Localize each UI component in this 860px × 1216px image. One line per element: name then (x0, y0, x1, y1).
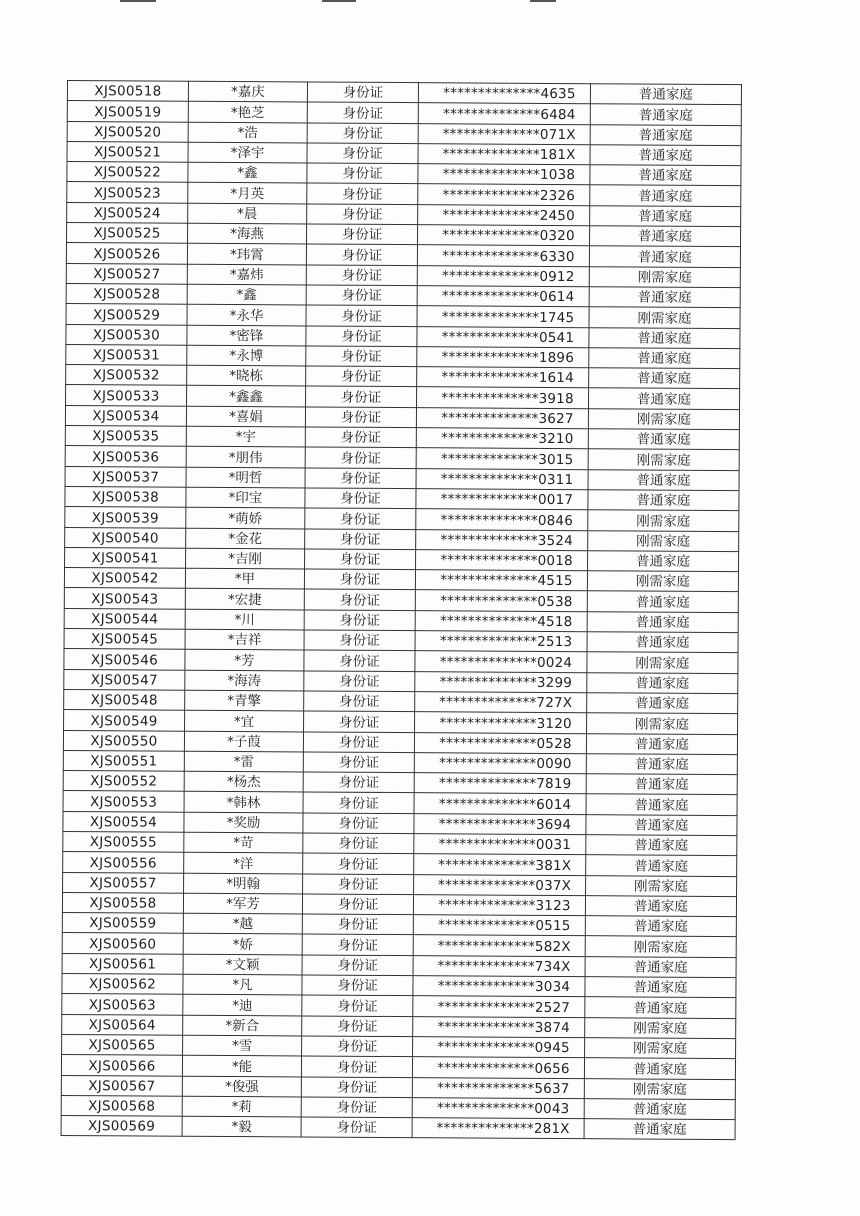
category-cell: 刚需家庭 (588, 530, 739, 551)
category-cell: 普通家庭 (590, 124, 741, 145)
category-cell: 刚需家庭 (584, 1078, 735, 1099)
id-type-cell: 身份证 (303, 731, 414, 752)
name-cell: *芳 (185, 650, 304, 671)
code-cell: XJS00549 (64, 710, 185, 731)
records-table-body (61, 81, 741, 1141)
id-type-cell: 身份证 (301, 1097, 412, 1118)
id-type-cell: 身份证 (303, 813, 414, 834)
id-number-cell: **************0320 (417, 225, 589, 246)
code-cell: XJS00541 (65, 547, 186, 568)
category-cell: 刚需家庭 (589, 307, 740, 328)
id-type-cell: 身份证 (303, 752, 414, 773)
id-type-cell: 身份证 (306, 326, 417, 347)
id-number-cell: **************0018 (416, 549, 588, 570)
name-cell: *萌娇 (186, 507, 305, 528)
code-cell: XJS00555 (63, 831, 184, 852)
id-number-cell: **************2527 (413, 996, 585, 1017)
category-cell: 普通家庭 (589, 348, 740, 369)
id-number-cell: **************3120 (415, 712, 587, 733)
name-cell: *子葭 (184, 731, 303, 752)
records-sheet (61, 80, 741, 1141)
id-number-cell: **************0656 (412, 1057, 584, 1078)
code-cell: XJS00526 (66, 243, 187, 264)
name-cell: *雪 (183, 1035, 302, 1056)
code-cell: XJS00554 (63, 811, 184, 832)
name-cell: *新合 (183, 1015, 302, 1036)
code-cell: XJS00527 (66, 263, 187, 284)
code-cell: XJS00522 (67, 162, 188, 183)
code-cell: XJS00553 (63, 791, 184, 812)
id-type-cell: 身份证 (303, 772, 414, 793)
code-cell: XJS00520 (67, 121, 188, 142)
id-number-cell: **************0945 (413, 1037, 585, 1058)
id-type-cell: 身份证 (302, 1016, 413, 1037)
id-number-cell: **************3918 (417, 387, 589, 408)
id-number-cell: **************4635 (418, 83, 590, 104)
id-number-cell: **************0528 (414, 732, 586, 753)
name-cell: *明翰 (184, 873, 303, 894)
category-cell: 普通家庭 (586, 753, 737, 774)
id-number-cell: **************582X (413, 935, 585, 956)
id-number-cell: **************0846 (416, 509, 588, 530)
id-number-cell: **************2326 (418, 184, 590, 205)
id-number-cell: **************6484 (418, 103, 590, 124)
id-type-cell: 身份证 (306, 366, 417, 387)
category-cell: 普通家庭 (589, 226, 740, 247)
id-number-cell: **************3627 (416, 407, 588, 428)
category-cell: 普通家庭 (590, 185, 741, 206)
id-number-cell: **************0515 (413, 915, 585, 936)
category-cell: 普通家庭 (589, 327, 740, 348)
name-cell: *俊强 (182, 1076, 301, 1097)
code-cell: XJS00545 (64, 629, 185, 650)
id-number-cell: **************381X (414, 854, 586, 875)
id-number-cell: **************0614 (417, 286, 589, 307)
id-number-cell: **************3015 (416, 448, 588, 469)
category-cell: 普通家庭 (590, 205, 741, 226)
name-cell: *金花 (186, 528, 305, 549)
name-cell: *鑫 (187, 284, 306, 305)
code-cell: XJS00529 (66, 304, 187, 325)
category-cell: 普通家庭 (586, 774, 737, 795)
code-cell: XJS00531 (66, 344, 187, 365)
id-number-cell: **************037X (414, 874, 586, 895)
category-cell: 普通家庭 (584, 1119, 735, 1140)
id-number-cell: **************2450 (418, 204, 590, 225)
code-cell: XJS00535 (65, 426, 186, 447)
code-cell: XJS00524 (67, 202, 188, 223)
id-type-cell: 身份证 (305, 488, 416, 509)
category-cell: 普通家庭 (590, 165, 741, 186)
id-type-cell: 身份证 (302, 995, 413, 1016)
id-number-cell: **************2513 (415, 631, 587, 652)
name-cell: *川 (185, 609, 304, 630)
name-cell: *杨杰 (184, 771, 303, 792)
id-type-cell: 身份证 (303, 792, 414, 813)
code-cell: XJS00569 (61, 1116, 182, 1137)
category-cell: 刚需家庭 (589, 266, 740, 287)
id-number-cell: **************1745 (417, 306, 589, 327)
name-cell: *晓栋 (187, 365, 306, 386)
name-cell: *明哲 (186, 467, 305, 488)
id-number-cell: **************4518 (415, 610, 587, 631)
name-cell: *毅 (182, 1116, 301, 1137)
id-type-cell: 身份证 (302, 1036, 413, 1057)
name-cell: *文颖 (183, 954, 302, 975)
category-cell: 普通家庭 (588, 490, 739, 511)
id-number-cell: **************3210 (416, 428, 588, 449)
id-type-cell: 身份证 (301, 1056, 412, 1077)
name-cell: *宏捷 (185, 589, 304, 610)
id-number-cell: **************1038 (418, 164, 590, 185)
category-cell: 刚需家庭 (588, 449, 739, 470)
code-cell: XJS00532 (66, 365, 187, 386)
name-cell: *甲 (185, 568, 304, 589)
id-number-cell: **************071X (418, 123, 590, 144)
code-cell: XJS00528 (66, 283, 187, 304)
id-type-cell: 身份证 (307, 183, 418, 204)
code-cell: XJS00562 (62, 974, 183, 995)
id-type-cell: 身份证 (304, 569, 415, 590)
category-cell: 普通家庭 (589, 246, 740, 267)
name-cell: *娇 (183, 934, 302, 955)
id-number-cell: **************3299 (415, 671, 587, 692)
id-type-cell: 身份证 (306, 244, 417, 265)
code-cell: XJS00546 (64, 649, 185, 670)
name-cell: *泽宇 (188, 142, 307, 163)
code-cell: XJS00540 (65, 527, 186, 548)
name-cell: *苛 (184, 832, 303, 853)
name-cell: *青擎 (185, 690, 304, 711)
category-cell: 普通家庭 (585, 956, 736, 977)
id-number-cell: **************0043 (412, 1097, 584, 1118)
name-cell: *能 (182, 1055, 301, 1076)
id-type-cell: 身份证 (302, 894, 413, 915)
id-number-cell: **************0017 (416, 489, 588, 510)
id-type-cell: 身份证 (304, 711, 415, 732)
id-type-cell: 身份证 (304, 650, 415, 671)
id-number-cell: **************5637 (412, 1077, 584, 1098)
id-type-cell: 身份证 (306, 386, 417, 407)
name-cell: *海燕 (188, 223, 307, 244)
id-type-cell: 身份证 (307, 204, 418, 225)
name-cell: *晨 (188, 203, 307, 224)
code-cell: XJS00538 (65, 486, 186, 507)
id-type-cell: 身份证 (303, 874, 414, 895)
id-number-cell: **************181X (418, 144, 590, 165)
category-cell: 刚需家庭 (585, 1038, 736, 1059)
id-type-cell: 身份证 (304, 691, 415, 712)
id-number-cell: **************0541 (417, 326, 589, 347)
name-cell: *月英 (188, 183, 307, 204)
name-cell: *永华 (187, 305, 306, 326)
id-type-cell: 身份证 (306, 285, 417, 306)
name-cell: *浩 (188, 122, 307, 143)
category-cell: 普通家庭 (586, 794, 737, 815)
code-cell: XJS00519 (67, 101, 188, 122)
code-cell: XJS00563 (62, 994, 183, 1015)
id-type-cell: 身份证 (307, 82, 418, 103)
name-cell: *艳芝 (188, 102, 307, 123)
id-number-cell: **************6330 (417, 245, 589, 266)
id-type-cell: 身份证 (305, 528, 416, 549)
id-number-cell: **************6014 (414, 793, 586, 814)
scan-artifact-mark (530, 0, 556, 2)
category-cell: 普通家庭 (586, 814, 737, 835)
code-cell: XJS00560 (62, 933, 183, 954)
category-cell: 普通家庭 (587, 693, 738, 714)
name-cell: *奖励 (184, 812, 303, 833)
code-cell: XJS00533 (66, 385, 187, 406)
id-number-cell: **************734X (413, 955, 585, 976)
code-cell: XJS00556 (63, 852, 184, 873)
scan-artifact-mark (120, 0, 156, 2)
code-cell: XJS00542 (64, 568, 185, 589)
id-number-cell: **************0024 (415, 651, 587, 672)
name-cell: *宜 (185, 710, 304, 731)
category-cell: 普通家庭 (590, 84, 741, 105)
id-number-cell: **************3874 (413, 1016, 585, 1037)
code-cell: XJS00558 (62, 892, 183, 913)
code-cell: XJS00565 (62, 1034, 183, 1055)
name-cell: *军芳 (183, 893, 302, 914)
id-number-cell: **************4515 (415, 570, 587, 591)
code-cell: XJS00525 (67, 223, 188, 244)
category-cell: 普通家庭 (587, 632, 738, 653)
category-cell: 普通家庭 (588, 551, 739, 572)
id-type-cell: 身份证 (304, 610, 415, 631)
name-cell: *越 (183, 913, 302, 934)
name-cell: *吉祥 (185, 629, 304, 650)
id-number-cell: **************727X (415, 692, 587, 713)
id-number-cell: **************0311 (416, 468, 588, 489)
name-cell: *韩林 (184, 792, 303, 813)
scan-artifact-mark (322, 0, 356, 2)
code-cell: XJS00548 (64, 689, 185, 710)
category-cell: 普通家庭 (585, 916, 736, 937)
category-cell: 普通家庭 (589, 287, 740, 308)
id-type-cell: 身份证 (305, 508, 416, 529)
category-cell: 刚需家庭 (585, 936, 736, 957)
name-cell: *玮霄 (187, 244, 306, 265)
code-cell: XJS00561 (62, 953, 183, 974)
id-type-cell: 身份证 (304, 671, 415, 692)
id-type-cell: 身份证 (306, 305, 417, 326)
id-number-cell: **************1614 (417, 367, 589, 388)
code-cell: XJS00550 (63, 730, 184, 751)
code-cell: XJS00547 (64, 669, 185, 690)
id-number-cell: **************3034 (413, 976, 585, 997)
id-type-cell: 身份证 (307, 163, 418, 184)
code-cell: XJS00543 (64, 588, 185, 609)
id-type-cell: 身份证 (301, 1076, 412, 1097)
code-cell: XJS00559 (62, 913, 183, 934)
id-type-cell: 身份证 (302, 934, 413, 955)
name-cell: *迪 (183, 995, 302, 1016)
id-type-cell: 身份证 (305, 468, 416, 489)
category-cell: 普通家庭 (586, 855, 737, 876)
id-number-cell: **************3524 (416, 529, 588, 550)
name-cell: *鑫 (188, 162, 307, 183)
name-cell: *宇 (186, 426, 305, 447)
category-cell: 普通家庭 (586, 835, 737, 856)
id-type-cell: 身份证 (304, 589, 415, 610)
id-type-cell: 身份证 (305, 549, 416, 570)
id-type-cell: 身份证 (301, 1117, 412, 1138)
id-type-cell: 身份证 (302, 955, 413, 976)
id-number-cell: **************0090 (414, 752, 586, 773)
name-cell: *莉 (182, 1096, 301, 1117)
name-cell: *嘉炜 (187, 264, 306, 285)
records-table (61, 80, 742, 1141)
id-number-cell: **************281X (412, 1118, 584, 1139)
id-number-cell: **************3694 (414, 813, 586, 834)
code-cell: XJS00568 (61, 1095, 182, 1116)
id-type-cell: 身份证 (302, 975, 413, 996)
code-cell: XJS00537 (65, 466, 186, 487)
name-cell: *吉刚 (186, 548, 305, 569)
code-cell: XJS00536 (65, 446, 186, 467)
table-row (61, 1116, 735, 1140)
name-cell: *印宝 (186, 487, 305, 508)
id-number-cell: **************0031 (414, 834, 586, 855)
id-type-cell: 身份证 (305, 427, 416, 448)
category-cell: 普通家庭 (588, 469, 739, 490)
code-cell: XJS00539 (65, 507, 186, 528)
name-cell: *密锋 (187, 325, 306, 346)
category-cell: 刚需家庭 (585, 1017, 736, 1038)
id-type-cell: 身份证 (307, 123, 418, 144)
category-cell: 刚需家庭 (587, 571, 738, 592)
id-type-cell: 身份证 (305, 407, 416, 428)
name-cell: *永博 (187, 345, 306, 366)
id-type-cell: 身份证 (305, 447, 416, 468)
id-type-cell: 身份证 (303, 833, 414, 854)
category-cell: 普通家庭 (584, 1058, 735, 1079)
id-number-cell: **************0912 (417, 265, 589, 286)
id-type-cell: 身份证 (306, 265, 417, 286)
category-cell: 普通家庭 (584, 1099, 735, 1120)
name-cell: *嘉庆 (188, 81, 307, 102)
category-cell: 普通家庭 (586, 733, 737, 754)
category-cell: 普通家庭 (587, 611, 738, 632)
code-cell: XJS00523 (67, 182, 188, 203)
code-cell: XJS00551 (63, 750, 184, 771)
category-cell: 普通家庭 (585, 977, 736, 998)
id-number-cell: **************7819 (414, 773, 586, 794)
code-cell: XJS00564 (62, 1014, 183, 1035)
name-cell: *洋 (184, 853, 303, 874)
id-number-cell: **************3123 (413, 895, 585, 916)
name-cell: *雷 (184, 751, 303, 772)
category-cell: 普通家庭 (585, 997, 736, 1018)
code-cell: XJS00567 (61, 1075, 182, 1096)
id-number-cell: **************1896 (417, 347, 589, 368)
name-cell: *海涛 (185, 670, 304, 691)
name-cell: *喜娟 (186, 406, 305, 427)
name-cell: *凡 (183, 974, 302, 995)
code-cell: XJS00557 (63, 872, 184, 893)
category-cell: 普通家庭 (585, 896, 736, 917)
id-type-cell: 身份证 (306, 346, 417, 367)
category-cell: 刚需家庭 (587, 652, 738, 673)
code-cell: XJS00552 (63, 771, 184, 792)
category-cell: 普通家庭 (589, 368, 740, 389)
category-cell: 刚需家庭 (588, 408, 739, 429)
category-cell: 普通家庭 (590, 104, 741, 125)
category-cell: 普通家庭 (587, 591, 738, 612)
category-cell: 普通家庭 (587, 672, 738, 693)
code-cell: XJS00521 (67, 141, 188, 162)
category-cell: 普通家庭 (588, 429, 739, 450)
code-cell: XJS00518 (67, 81, 188, 102)
category-cell: 刚需家庭 (588, 510, 739, 531)
code-cell: XJS00544 (64, 608, 185, 629)
id-type-cell: 身份证 (307, 143, 418, 164)
id-type-cell: 身份证 (307, 102, 418, 123)
id-type-cell: 身份证 (307, 224, 418, 245)
id-type-cell: 身份证 (302, 914, 413, 935)
category-cell: 普通家庭 (590, 145, 741, 166)
name-cell: *鑫鑫 (187, 386, 306, 407)
category-cell: 刚需家庭 (586, 875, 737, 896)
category-cell: 刚需家庭 (587, 713, 738, 734)
id-type-cell: 身份证 (303, 853, 414, 874)
name-cell: *朋伟 (186, 447, 305, 468)
category-cell: 普通家庭 (589, 388, 740, 409)
code-cell: XJS00530 (66, 324, 187, 345)
code-cell: XJS00566 (61, 1055, 182, 1076)
code-cell: XJS00534 (65, 405, 186, 426)
id-type-cell: 身份证 (304, 630, 415, 651)
id-number-cell: **************0538 (415, 590, 587, 611)
